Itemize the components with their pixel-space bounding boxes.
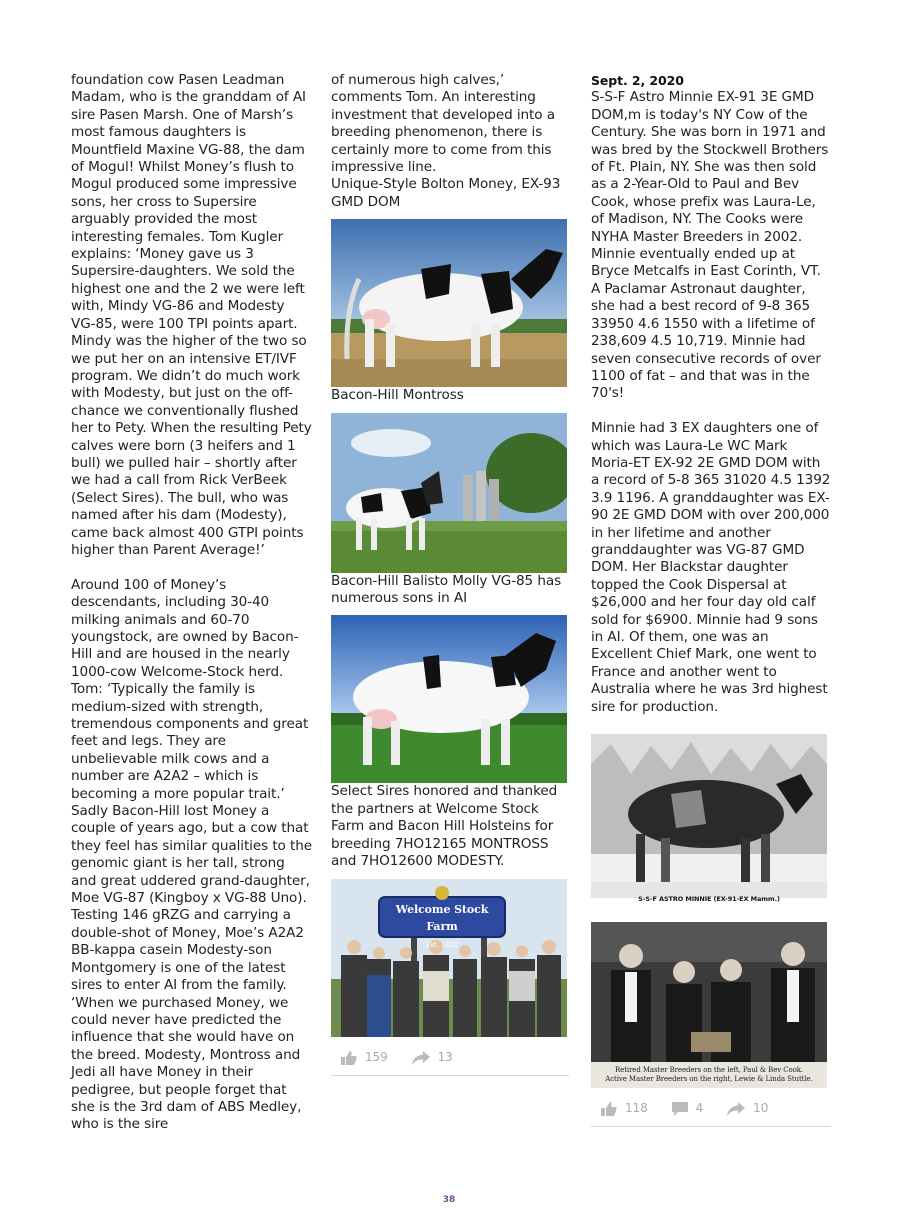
share-button[interactable] [412, 1049, 453, 1066]
like-button[interactable] [601, 1100, 648, 1117]
like-button[interactable] [341, 1049, 388, 1066]
photo-balisto-molly[interactable] [331, 413, 567, 573]
master-breeders-caption [591, 1066, 827, 1084]
share-button[interactable] [727, 1100, 768, 1117]
share-arrow-icon [727, 1102, 745, 1116]
photo-montross[interactable] [331, 219, 567, 387]
share-count: 13 [437, 1049, 453, 1064]
comment-button[interactable] [672, 1100, 704, 1117]
column3-paragraph-2: Minnie had 3 EX daughters one of which was Laura-Le WC Mark Moria-ET EX-92 2E GMD DOM with a record of 5-8 365 31020 4.5 1392 3.9 1196. A granddaughter was EX-90 2E GMD DOM with over 200,000 in her lifetime and another granddaughter was VG-87 GMD DOM. Her Blackstar daughter topped the Cook Dispersal at $26,000 and her four day old calf sold for $6900. Minnie had 9 sons in AI. Of them, one was an Excellent Chief Mark, one went to France and another went to Australia where he was 3rd highest sire for production. [591, 420, 831, 715]
column1-paragraph-1: foundation cow Pasen Leadman Madam, who is the granddam of AI sire Pasen Marsh. One of Marsh’s most famous daughters is Mountfield Maxine VG-88, the dam of Mogul! Whilst Money’s flush to Mogul produced some impressive sons, her cross to Supersire arguably provided the most interesting females. Tom Kugler explains: ‘Money gave us 3 Supersire-daughters. We sold the highest one and the 2 we were left with, Mindy VG-86 and Modesty VG-85, were 100 TPI points apart. Mindy was the higher of the two so we put her on an intensive ET/IVF program. We didn’t do much work with Modesty, but just on the off-chance we conventionally flushed her to Pety. When the resulting Pety calves were born (3 heifers and 1 bull) we pulled hair – shortly after we had a call from Rick VerBeek (Select Sires). The bull, who was named after his dam (Modesty), came back almost 400 GTPI points higher than Parent Average!’ [71, 72, 312, 558]
article-column-2 [331, 72, 569, 1076]
astro-minnie-caption: S-S-F ASTRO MINNIE (EX-91-EX Mamm.) [638, 894, 780, 903]
farm-sign-established: Est. 1932 [425, 941, 459, 950]
page-number: 38 [442, 1195, 456, 1205]
column3-paragraph-1: S-S-F Astro Minnie EX-91 3E GMD DOM,m is today's NY Cow of the Century. She was born in 1971 and was bred by the Stockwell Brothers of Ft. Plain, NY. She was then sold as a 2-Year-Old to Paul and Bev Cook, whose prefix was Laura-Le, of Madison, NY. The Cooks were NYHA Master Breeders in 2002. Minnie eventually ended up at Bryce Metcalfs in East Corinth, VT. A Paclamar Astronaut daughter, she had a best record of 9-8 365 33950 4.6 1550 with a lifetime of 238,609 4.5 10,719. Minnie had seven consecutive records of over 1100 of fat – and that was in the 70's! [591, 89, 829, 402]
master-breeders-caption-line-1: Retired Master Breeders on the left, Paul & Bev Cook. [615, 1066, 803, 1075]
comment-count: 4 [695, 1101, 704, 1116]
like-count: 118 [625, 1101, 648, 1116]
like-count: 159 [365, 1049, 388, 1064]
farm-sign-name: Welcome Stock Farm [395, 902, 489, 933]
social-bar-column2 [331, 1041, 569, 1076]
column2-intro-caption: Unique-Style Bolton Money, EX-93 GMD DOM [331, 176, 561, 210]
post-date: Sept. 2, 2020 [591, 73, 684, 88]
caption-select-sires: Select Sires honored and thanked the partners at Welcome Stock Farm and Bacon Hill Holsteins for breeding 7HO12165 MONTROSS and 7HO12600 MODESTY. [331, 783, 558, 870]
share-arrow-icon [412, 1051, 430, 1065]
caption-balisto-molly: Bacon-Hill Balisto Molly VG-85 has numerous sons in AI [331, 572, 562, 607]
photo-master-breeders[interactable] [591, 922, 827, 1088]
photo-welcome-stock-farm-group[interactable] [331, 879, 567, 1037]
caption-montross: Bacon-Hill Montross [331, 387, 464, 404]
photo-select-sires-cow[interactable] [331, 615, 567, 783]
social-bar-column3 [591, 1092, 831, 1127]
thumbs-up-icon [341, 1051, 357, 1065]
column1-paragraph-2: Around 100 of Money’s descendants, including 30-40 milking animals and 60-70 youngstock, are owned by Bacon-Hill and are housed in the nearly 1000-cow Welcome-Stock herd. Tom: ‘Typically the family is medium-sized with strength, tremendous components and great feet and legs. They are unbelievable milk cows and a number are A2A2 – which is becoming a more popular trait.’ Sadly Bacon-Hill lost Money a couple of years ago, but a cow that they feel has similar qualities to the genomic giant is her tall, strong and great uddered grand-daughter, Moe VG-87 (Kingboy x VG-88 Uno). Testing 146 gRZG and carrying a double-shot of Money, Moe’s A2A2 BB-kappa casein Modesty-son Montgomery is one of the latest sires to enter AI from the family. ‘When we purchased Money, we could never have predicted the influence that she would have on the breed. Modesty, Montross and Jedi all have Money in their pedigree, but people forget that she is the 3rd dam of ABS Medley, who is the sire [71, 576, 313, 1133]
thumbs-up-icon [601, 1102, 617, 1116]
farm-sign [379, 901, 505, 955]
share-count: 10 [753, 1101, 769, 1116]
master-breeders-caption-line-2: Active Master Breeders on the right, Lewie & Linda Stuttle. [605, 1075, 813, 1084]
column2-intro: of numerous high calves,’ comments Tom. An interesting investment that developed into a breeding phenomenon, there is certainly more to come from this impressive line. [331, 72, 555, 176]
article-column-3 [591, 72, 831, 1127]
photo-astro-minnie[interactable] [591, 734, 827, 910]
article-column-1 [71, 72, 313, 1134]
comment-bubble-icon [672, 1102, 688, 1116]
